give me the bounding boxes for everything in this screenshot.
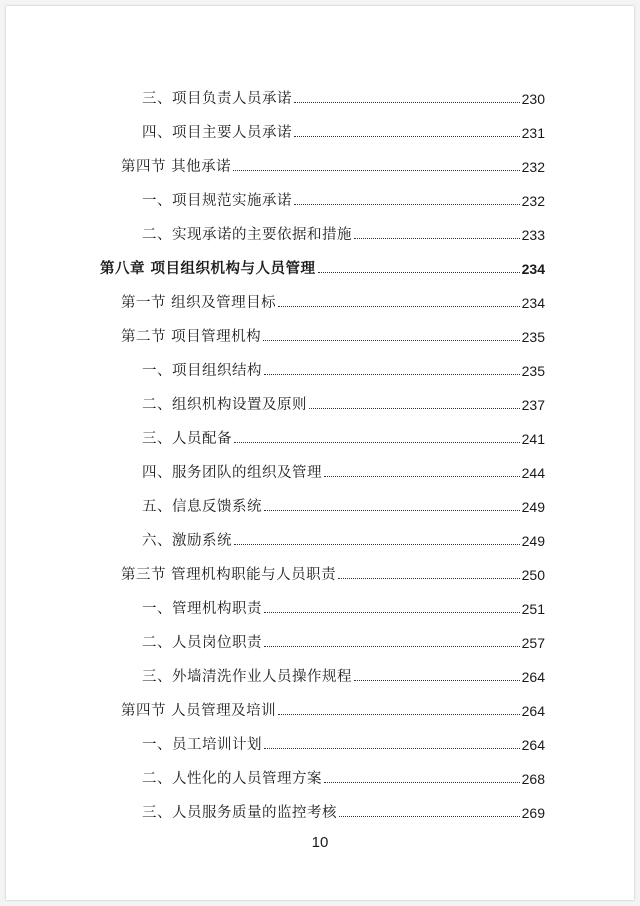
toc-entry-page: 241 [521, 431, 545, 447]
toc-entry-title: 三、外墙清洗作业人员操作规程 [142, 669, 352, 685]
dot-leader [294, 204, 520, 205]
dot-leader [264, 646, 520, 647]
toc-entry-title: 第八章 项目组织机构与人员管理 [100, 260, 316, 277]
toc-entry[interactable] [142, 356, 545, 380]
toc-entry-title: 一、管理机构职责 [142, 601, 262, 617]
dot-leader [234, 442, 520, 443]
toc-entry-title: 第四节 其他承诺 [121, 159, 232, 175]
toc-entry-page: 269 [521, 805, 545, 821]
dot-leader [264, 374, 520, 375]
toc-entry-page: 232 [521, 193, 545, 209]
toc-entry[interactable] [121, 696, 545, 720]
toc-entry[interactable] [121, 288, 545, 312]
dot-leader [324, 782, 520, 783]
toc-entry[interactable] [142, 186, 545, 210]
toc-entry-title: 一、员工培训计划 [142, 737, 262, 753]
dot-leader [264, 748, 520, 749]
dot-leader [324, 476, 520, 477]
toc-entry-page: 264 [521, 669, 545, 685]
toc-entry-title: 三、项目负责人员承诺 [142, 91, 292, 107]
toc-entry-page: 264 [521, 703, 545, 719]
toc-entry[interactable] [142, 594, 545, 618]
toc-entry-page: 234 [521, 295, 545, 311]
toc-entry[interactable] [142, 220, 545, 244]
toc-entry[interactable] [142, 764, 545, 788]
dot-leader [294, 136, 520, 137]
toc-entry-title: 二、组织机构设置及原则 [142, 397, 307, 413]
dot-leader [264, 612, 520, 613]
toc-entry-title: 四、服务团队的组织及管理 [142, 465, 322, 481]
dot-leader [233, 170, 520, 171]
toc-entry[interactable] [121, 560, 545, 584]
toc-entry-page: 235 [521, 329, 545, 345]
toc-entry-title: 一、项目组织结构 [142, 363, 262, 379]
toc-entry-page: 249 [521, 499, 545, 515]
toc-entry-page: 244 [521, 465, 545, 481]
toc-entry-page: 232 [521, 159, 545, 175]
toc-entry-title: 三、人员服务质量的监控考核 [142, 805, 337, 821]
toc-entry[interactable] [142, 492, 545, 516]
dot-leader [309, 408, 520, 409]
toc-entry-page: 257 [521, 635, 545, 651]
toc-entry[interactable] [142, 84, 545, 108]
toc-entry[interactable] [142, 628, 545, 652]
document-page [6, 6, 634, 900]
toc-entry-title: 第三节 管理机构职能与人员职责 [121, 567, 337, 583]
toc-entry-page: 235 [521, 363, 545, 379]
toc-entry-title: 五、信息反馈系统 [142, 499, 262, 515]
toc-entry-page: 230 [521, 91, 545, 107]
dot-leader [354, 238, 520, 239]
dot-leader [354, 680, 520, 681]
toc-entry-title: 二、人性化的人员管理方案 [142, 771, 322, 787]
toc-entry-page: 250 [521, 567, 545, 583]
dot-leader [234, 544, 520, 545]
dot-leader [264, 510, 520, 511]
toc-entry-page: 233 [521, 227, 545, 243]
toc-entry[interactable] [142, 424, 545, 448]
dot-leader [338, 578, 520, 579]
toc-entry-page: 234 [521, 261, 545, 277]
dot-leader [278, 714, 520, 715]
toc-entry-page: 231 [521, 125, 545, 141]
toc-entry-title: 二、人员岗位职责 [142, 635, 262, 651]
toc-entry[interactable] [142, 390, 545, 414]
dot-leader [294, 102, 520, 103]
toc-entry[interactable] [142, 730, 545, 754]
toc-entry-title: 第四节 人员管理及培训 [121, 703, 277, 719]
toc-entry-page: 249 [521, 533, 545, 549]
toc-entry-page: 251 [521, 601, 545, 617]
toc-chapter-entry[interactable] [100, 254, 545, 278]
toc-entry-title: 第二节 项目管理机构 [121, 329, 262, 345]
toc-entry[interactable] [142, 118, 545, 142]
dot-leader [318, 272, 520, 273]
toc-entry-title: 第一节 组织及管理目标 [121, 295, 277, 311]
toc-entry[interactable] [142, 458, 545, 482]
toc-entry[interactable] [142, 526, 545, 550]
toc-entry-title: 二、实现承诺的主要依据和措施 [142, 227, 352, 243]
toc-entry-page: 268 [521, 771, 545, 787]
dot-leader [278, 306, 520, 307]
toc-entry-title: 一、项目规范实施承诺 [142, 193, 292, 209]
toc-entry-title: 四、项目主要人员承诺 [142, 125, 292, 141]
toc-entry-title: 六、激励系统 [142, 533, 232, 549]
toc-entry[interactable] [121, 322, 545, 346]
toc-entry-page: 237 [521, 397, 545, 413]
dot-leader [263, 340, 520, 341]
toc-entry[interactable] [142, 798, 545, 822]
toc-entry[interactable] [142, 662, 545, 686]
page-number: 10 [311, 834, 329, 851]
toc-entry-page: 264 [521, 737, 545, 753]
toc-entry[interactable] [121, 152, 545, 176]
dot-leader [339, 816, 520, 817]
toc-entry-title: 三、人员配备 [142, 431, 232, 447]
